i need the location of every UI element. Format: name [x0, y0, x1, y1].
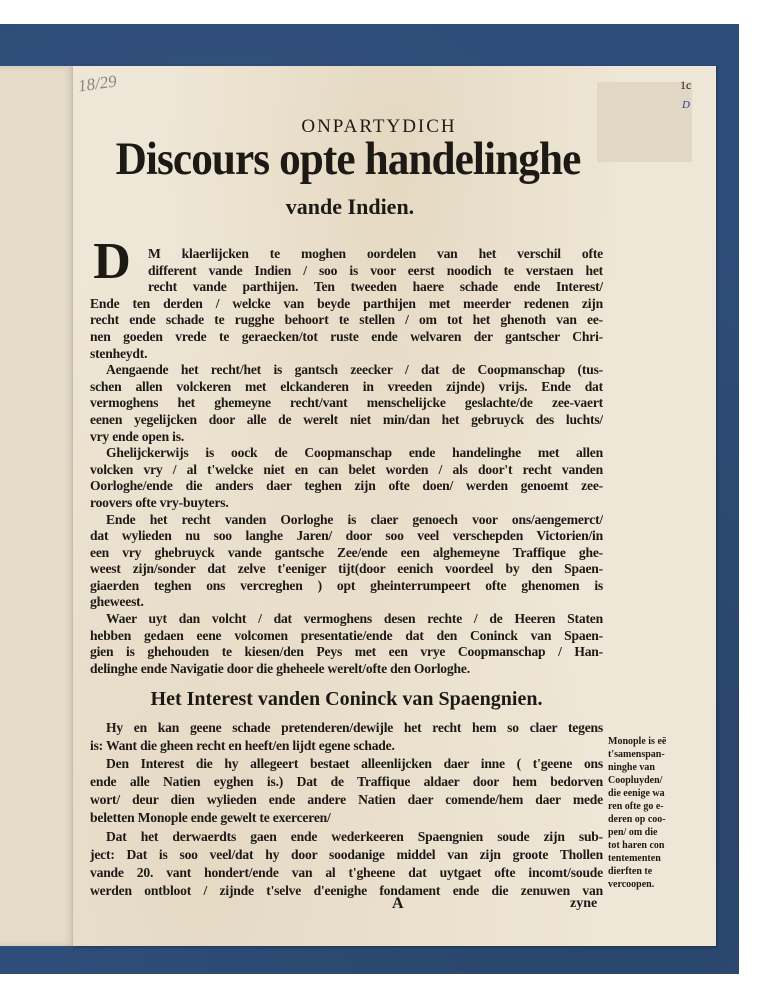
text-line: vermoghens het ghemeyne recht/vant menschelijcke geslachte/de zee-vaert [90, 395, 603, 411]
margin-note-line: t'samenspan- [608, 749, 665, 760]
text-line: vande 20. vant hondert/ende van al t'gheene dat uytgaet ofte incomt/soude [90, 864, 603, 880]
blue-ink-mark: D [682, 99, 690, 111]
text-line: wort/ deur dien wylieden ende andere Natien daer comende/hem daer mede [90, 792, 603, 808]
corner-mark: 1c [680, 78, 692, 92]
text-line: Oorloghe/ende die anders daer teghen zijn ofte doen/ werden genoemt zee- [90, 478, 603, 494]
text-line: recht ende schade te rugghe behoort te stellen / om tot het ghenoth van ee- [90, 312, 603, 328]
margin-note-line: tot haren con [608, 840, 665, 851]
text-line: Hy en kan geene schade pretenderen/dewijle het recht hem so claer tegens [106, 720, 603, 735]
text-line: gien is ghehouden te kiesen/den Peys met een vrye Coopmanschap / Han- [90, 644, 603, 660]
text-line: hebben gedaen eene volcomen presentatie/ende dat den Coninck van Spaen- [90, 627, 603, 643]
pencil-annotation: 18/29 [76, 71, 118, 96]
text-line: different vande Indien / soo is voor eerst noodich te verstaen het [148, 262, 603, 278]
text-line: M klaerlijcken te moghen oordelen van het verschil ofte [148, 246, 603, 261]
margin-note-line: vercoopen. [608, 879, 655, 890]
section-heading: Het Interest vanden Coninck van Spaengnien. [150, 688, 543, 710]
margin-note-line: pen/ om die [608, 827, 658, 838]
text-line: vry ende open is. [90, 428, 185, 444]
text-line: eenen yegelijcken door alle de werelt niet min/dan het gebruyck des luchts/ [90, 411, 603, 427]
corner-annotation [680, 78, 691, 111]
supertitle: ONPARTYDICH [301, 116, 457, 137]
text-line: dat wylieden nu soo langhe Jaren/ door soo veel verschepden Victorien/in [90, 528, 603, 544]
margin-note-line: ren ofte go e- [608, 801, 664, 812]
text-line: giaerden teghen ons vercreghen ) opt gheinterrumpeert ofte ghenomen is [90, 577, 603, 593]
text-line: Ende ten derden / welcke van beyde parthijen met meerder redenen zijn [90, 295, 603, 311]
text-line: beletten Monople ende gewelt te exerceren/ [90, 810, 331, 826]
signature-mark: A [392, 895, 404, 912]
text-line: delinghe ende Navigatie door die gheheele werelt/ofte den Oorloghe. [90, 660, 470, 676]
margin-note-line: deren op coo- [608, 814, 666, 825]
text-line: Den Interest die hy allegeert bestaet alleenlijcken daer inne ( t'geene ons [106, 756, 603, 772]
margin-note-line: Monople is eē [608, 736, 667, 747]
margin-note-line: dierften te [608, 866, 653, 877]
margin-note-line: tentementen [608, 853, 661, 864]
text-line: volcken vry / al t'welcke niet en can belet worden / als door't recht vanden [90, 461, 603, 477]
text-line: weest zijn/sonder dat zelve t'eeniger tijt(door eenich voordeel by den Spaen- [90, 561, 603, 577]
margin-note-line: ninghe van [608, 762, 655, 773]
page-title: Discours opte handelinghe [115, 133, 581, 185]
text-line: is: Want die gheen recht en heeft/en lijdt egene schade. [90, 738, 395, 754]
margin-note-line: Coopluyden/ [608, 775, 663, 786]
text-line: werden ontbloot / zijnde t'selve d'eenighe fondament ende die zenuwen van [90, 882, 603, 898]
text-line: ende alle Natien eyghen is.) Dat de Traffique aldaer door hem bedorven [90, 774, 603, 790]
text-line: nen goeden vrede te geraecken/tot ruste ende welvaren der gantscher Chri- [90, 328, 603, 344]
margin-note [608, 735, 703, 891]
margin-note-line: die eenige wa [608, 788, 665, 799]
text-line: recht vande parthijen. Ten tweeden haere schade ende Interest/ [148, 279, 603, 295]
body-text-section-2 [90, 719, 603, 900]
drop-cap: D [93, 233, 131, 290]
text-line: gheweest. [90, 594, 144, 610]
catchword: zyne [570, 896, 598, 911]
page-subtitle: vande Indien. [285, 194, 415, 219]
text-line: Waer uyt dan volcht / dat vermoghens desen rechte / de Heeren Staten [106, 611, 603, 627]
text-line: Aengaende het recht/het is gantsch zeecker / dat de Coopmanschap (tus- [106, 362, 603, 378]
text-line: schen allen volckeren met elckanderen in vreeden zijnde) vrijs. Ende dat [90, 378, 603, 394]
text-line: ject: Dat is soo veel/dat hy door soodanige middel van zijn groote Thollen [90, 846, 603, 862]
body-text-section-1 [90, 246, 603, 677]
text-line: Ghelijckerwijs is oock de Coopmanschap ende handelinghe met allen [106, 445, 603, 461]
text-line: stenheydt. [90, 345, 148, 361]
text-line: Dat het derwaerdts gaen ende wederkeeren Spaengnien soude zijn sub- [106, 828, 603, 844]
text-line: een vry ghebruyck vande gantsche Zee/ende een alghemeyne Traffique ghe- [90, 544, 603, 560]
text-line: roovers ofte vry-buyters. [90, 494, 229, 510]
text-line: Ende het recht vanden Oorloghe is claer genoech voor ons/aengemerct/ [106, 511, 603, 527]
